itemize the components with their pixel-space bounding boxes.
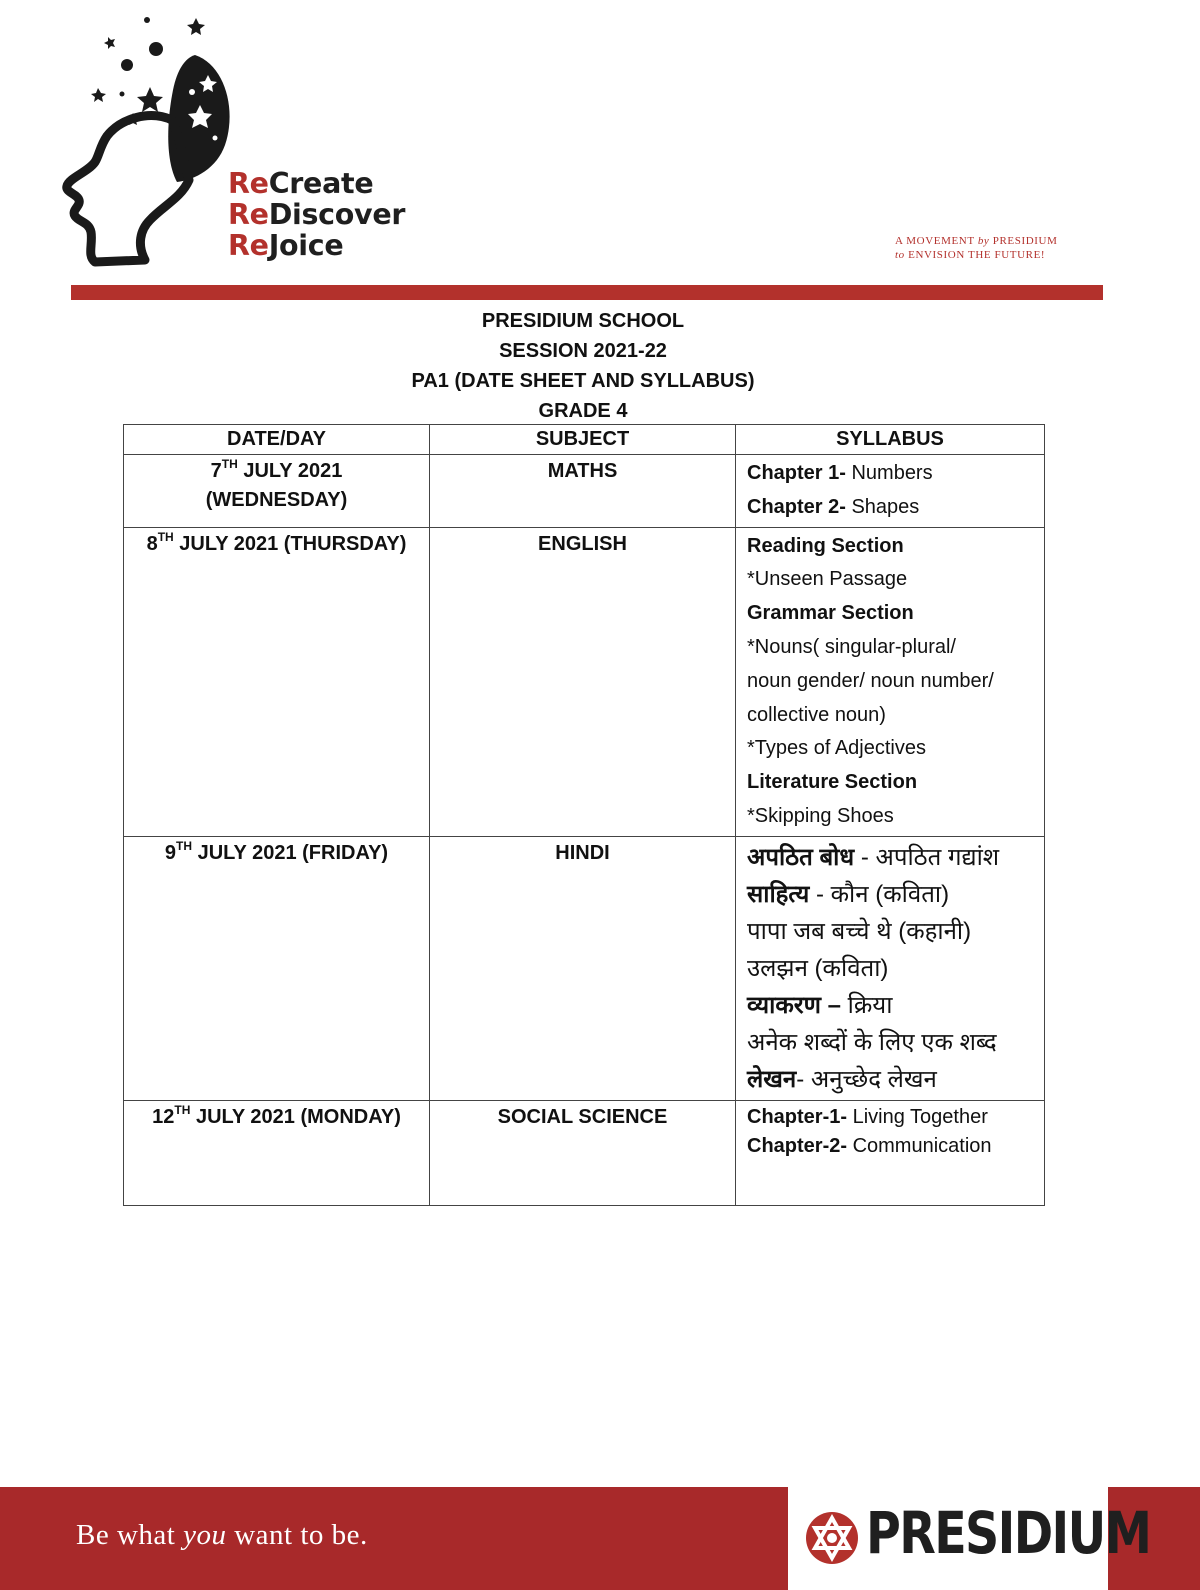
dot-icon xyxy=(121,59,133,71)
syllabus-line: Chapter-1- Living Together xyxy=(747,1105,988,1128)
date-sheet-table xyxy=(123,424,1045,1206)
date-cell: 8TH JULY 2021 (THURSDAY) xyxy=(124,527,430,836)
star-icon xyxy=(137,87,163,112)
star-icon xyxy=(104,37,115,49)
dot-icon xyxy=(213,136,218,141)
column-header: DATE/DAY xyxy=(124,425,430,455)
syllabus-line: *Types of Adjectives xyxy=(747,737,926,760)
syllabus-line: *Unseen Passage xyxy=(747,568,908,591)
column-header: SUBJECT xyxy=(430,425,736,455)
dot-icon xyxy=(144,17,150,23)
subject-cell: ENGLISH xyxy=(430,527,736,836)
grade: GRADE 4 xyxy=(538,400,628,422)
session: SESSION 2021-22 xyxy=(499,340,667,362)
syllabus-line: अपठित बोध - अपठित गद्यांश xyxy=(747,843,1000,871)
footer-motto: Be what you want to be. xyxy=(76,1519,368,1551)
syllabus-line: Chapter 1- Numbers xyxy=(747,462,933,484)
dot-icon xyxy=(120,92,125,97)
syllabus-line: noun gender/ noun number/ xyxy=(747,669,994,692)
table-row xyxy=(124,527,1045,836)
subject-cell: MATHS xyxy=(430,455,736,528)
syllabus-cell xyxy=(736,455,1045,528)
brand-box xyxy=(788,1487,1151,1590)
syllabus-line: पापा जब बच्चे थे (कहानी) xyxy=(747,917,972,945)
syllabus-cell xyxy=(736,1100,1045,1205)
header-divider xyxy=(71,285,1103,300)
dot-icon xyxy=(189,89,195,95)
subject-cell: HINDI xyxy=(430,836,736,1100)
syllabus-line: Chapter-2- Communication xyxy=(747,1134,992,1157)
syllabus-cell xyxy=(736,836,1045,1100)
tagline-line: ReJoice xyxy=(228,229,344,262)
tagline-line: ReDiscover xyxy=(228,198,406,231)
table-header-row xyxy=(124,425,1045,455)
date-cell: 12TH JULY 2021 (MONDAY) xyxy=(124,1100,430,1205)
dot-icon xyxy=(149,42,163,56)
column-header: SYLLABUS xyxy=(736,425,1045,455)
date-cell: 9TH JULY 2021 (FRIDAY) xyxy=(124,836,430,1100)
syllabus-line: *Skipping Shoes xyxy=(747,804,894,827)
tagline-line: ReCreate xyxy=(228,167,374,200)
syllabus-line: *Nouns( singular-plural/ xyxy=(747,635,956,658)
presidium-star-icon xyxy=(804,1510,860,1566)
syllabus-line: अनेक शब्दों के लिए एक शब्द xyxy=(747,1028,997,1056)
syllabus-line: Literature Section xyxy=(747,771,918,794)
footer-band xyxy=(0,1487,1200,1590)
syllabus-line: लेखन- अनुच्छेद लेखन xyxy=(747,1065,937,1093)
table-row xyxy=(124,1100,1045,1205)
brand-wordmark: PRESIDIUM xyxy=(866,1499,1151,1567)
head-silhouette-logo xyxy=(55,10,235,272)
syllabus-cell xyxy=(736,527,1045,836)
syllabus-line: Chapter 2- Shapes xyxy=(747,495,920,518)
school-name: PRESIDIUM SCHOOL xyxy=(481,310,685,332)
exam-title: PA1 (DATE SHEET AND SYLLABUS) xyxy=(411,370,755,392)
syllabus-line: व्याकरण – क्रिया xyxy=(747,991,893,1019)
date-cell: 7TH JULY 2021 (WEDNESDAY) xyxy=(124,455,430,528)
table-row xyxy=(124,455,1045,528)
syllabus-line: collective noun) xyxy=(747,703,886,726)
syllabus-line: उलझन (कविता) xyxy=(747,954,889,982)
syllabus-line: साहित्य - कौन (कविता) xyxy=(747,880,950,908)
syllabus-line: Grammar Section xyxy=(747,602,914,625)
subject-cell: SOCIAL SCIENCE xyxy=(430,1100,736,1205)
movement-note: A MOVEMENT by PRESIDIUM to ENVISION THE FUTURE! xyxy=(895,235,1058,261)
page-heading xyxy=(0,306,1166,426)
star-icon xyxy=(91,88,106,102)
tagline xyxy=(228,168,405,261)
star-icon xyxy=(187,18,205,35)
table-row xyxy=(124,836,1045,1100)
syllabus-line: Reading Section xyxy=(747,534,904,557)
